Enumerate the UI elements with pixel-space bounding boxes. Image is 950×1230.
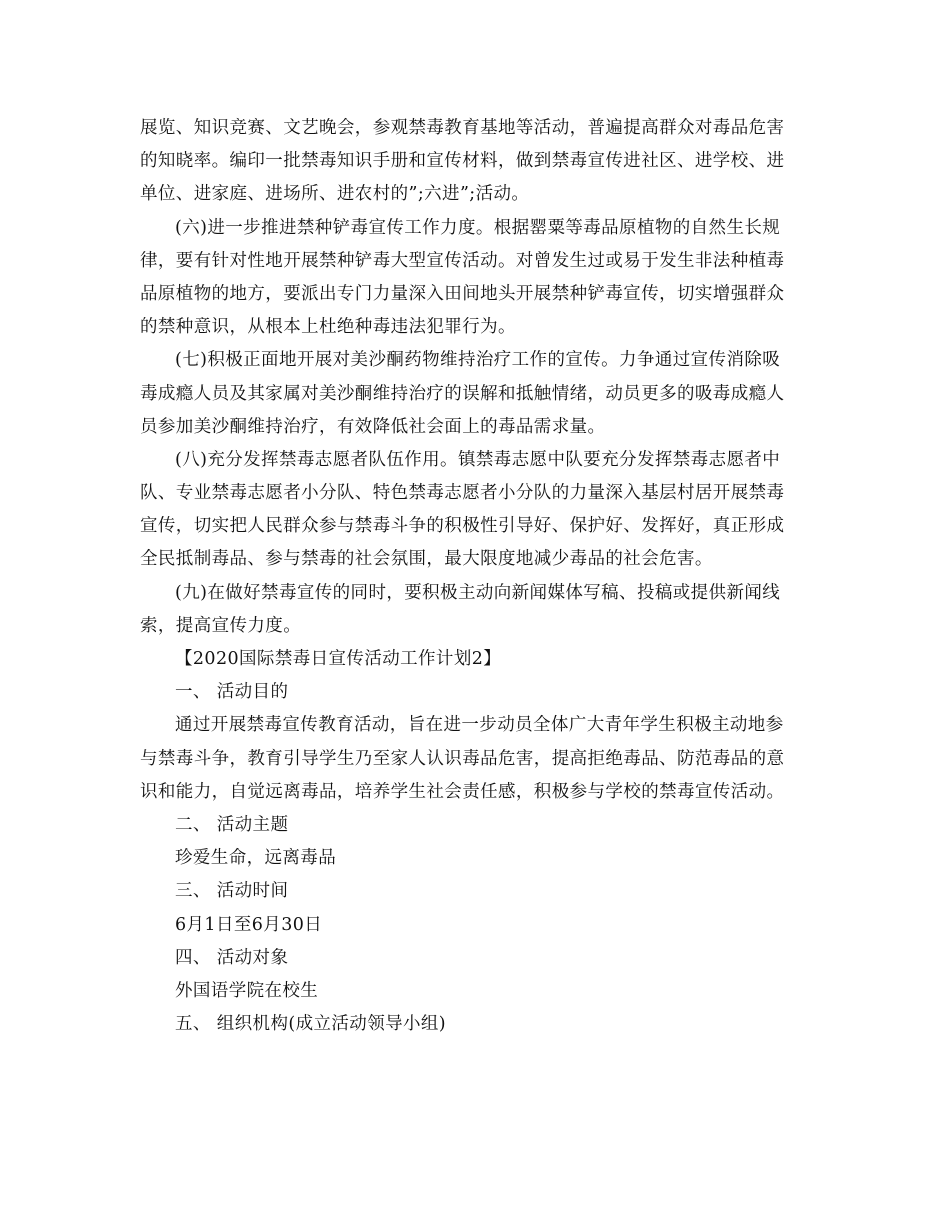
- text-line: 毒成瘾人员及其家属对美沙酮维持治疗的误解和抵触情绪，动员更多的吸毒成瘾人: [140, 383, 785, 404]
- text-line: 的知晓率。编印一批禁毒知识手册和宣传材料，做到禁毒宣传进社区、进学校、进: [140, 151, 785, 172]
- text-line: 队、专业禁毒志愿者小分队、特色禁毒志愿者小分队的力量深入基层村居开展禁毒: [140, 483, 785, 504]
- text-line: 员参加美沙酮维持治疗，有效降低社会面上的毒品需求量。: [140, 416, 606, 437]
- text-line: 与禁毒斗争，教育引导学生乃至家人认识毒品危害，提高拒绝毒品、防范毒品的意: [140, 748, 785, 769]
- heading-activity-purpose: 一、 活动目的: [175, 682, 289, 703]
- text-line: 单位、进家庭、进场所、进农村的”;六进”;活动。: [140, 184, 530, 205]
- text-line: 品原植物的地方，要派出专门力量深入田间地头开展禁种铲毒宣传，切实增强群众: [140, 283, 785, 304]
- document-page: [140, 112, 812, 1041]
- heading-activity-theme: 二、 活动主题: [175, 814, 289, 835]
- text-line: 索，提高宣传力度。: [140, 615, 302, 636]
- paragraph-nine-start: (九)在做好禁毒宣传的同时，要积极主动向新闻媒体写稿、投稿或提供新闻线: [175, 582, 781, 603]
- heading-organization: 五、 组织机构(成立活动领导小组): [175, 1014, 447, 1035]
- paragraph-seven-start: (七)积极正面地开展对美沙酮药物维持治疗工作的宣传。力争通过宣传消除吸: [175, 350, 781, 371]
- paragraph-six-start: (六)进一步推进禁种铲毒宣传工作力度。根据罂粟等毒品原植物的自然生长规: [175, 217, 781, 238]
- text-line: 的禁种意识，从根本上杜绝种毒违法犯罪行为。: [140, 317, 516, 338]
- text-line: 宣传，切实把人民群众参与禁毒斗争的积极性引导好、保护好、发挥好，真正形成: [140, 516, 785, 537]
- time-text: 6月1日至6月30日: [175, 914, 323, 935]
- text-line: 识和能力，自觉远离毒品，培养学生社会责任感，积极参与学校的禁毒宣传活动。: [140, 781, 785, 802]
- text-line: 展览、知识竞赛、文艺晚会，参观禁毒教育基地等活动，普遍提高群众对毒品危害: [140, 118, 785, 138]
- text-line: 律，要有针对性地开展禁种铲毒大型宣传活动。对曾发生过或易于发生非法种植毒: [140, 250, 785, 271]
- heading-activity-audience: 四、 活动对象: [175, 947, 289, 968]
- paragraph-eight-start: (八)充分发挥禁毒志愿者队伍作用。镇禁毒志愿中队要充分发挥禁毒志愿者中: [175, 449, 781, 470]
- section-heading: 【2020国际禁毒日宣传活动工作计划2】: [175, 649, 502, 669]
- purpose-paragraph-start: 通过开展禁毒宣传教育活动，旨在进一步动员全体广大青年学生积极主动地参: [175, 715, 784, 736]
- text-line: 全民抵制毒品、参与禁毒的社会氛围，最大限度地减少毒品的社会危害。: [140, 549, 713, 570]
- heading-activity-time: 三、 活动时间: [175, 881, 289, 902]
- audience-text: 外国语学院在校生: [175, 980, 319, 1001]
- theme-text: 珍爱生命，远离毒品: [175, 848, 337, 869]
